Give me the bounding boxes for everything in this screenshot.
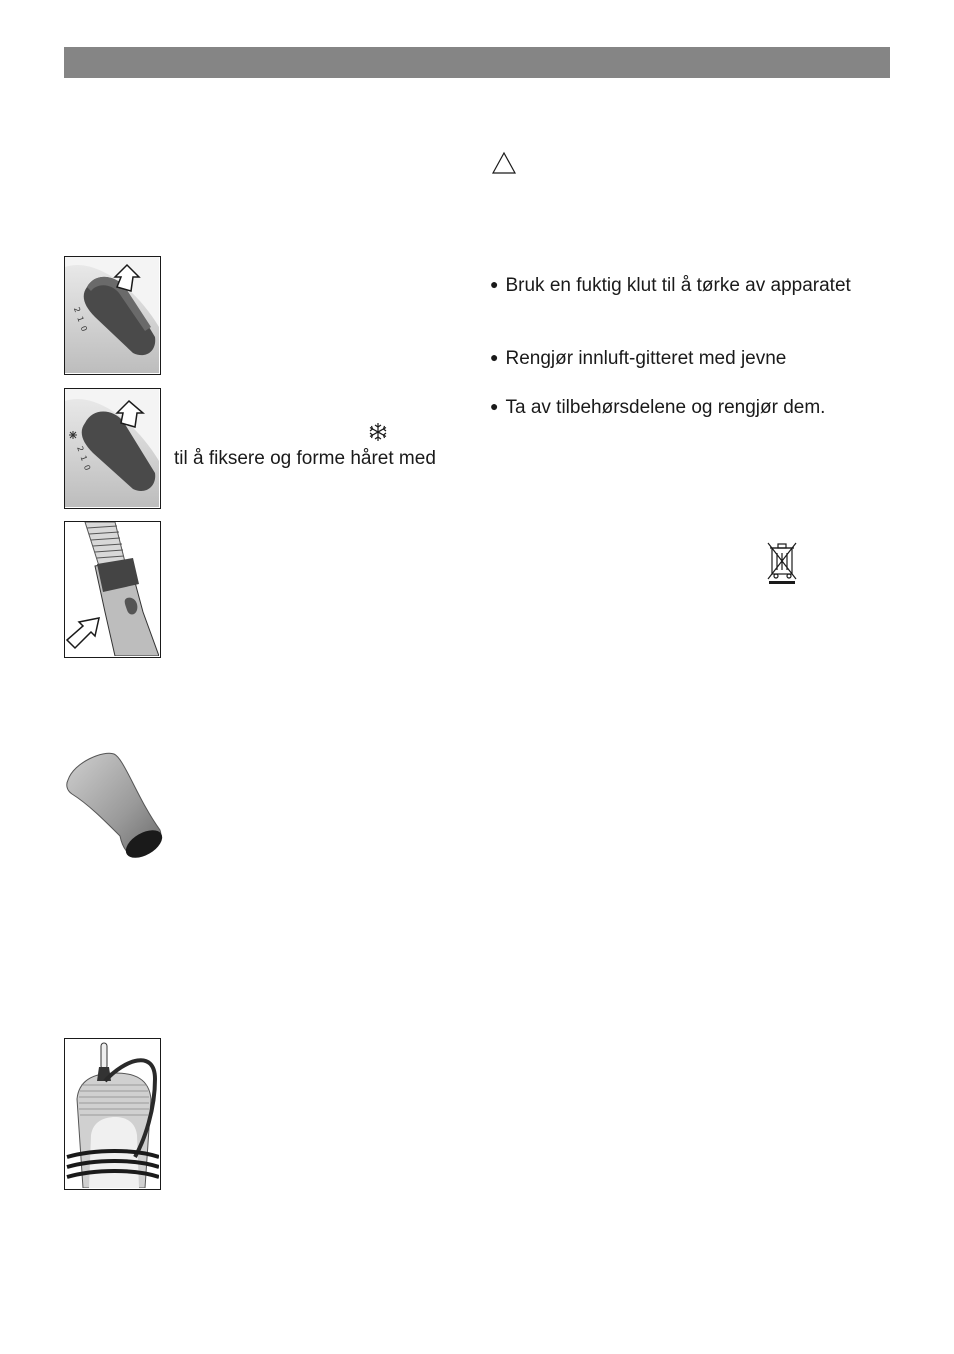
switch-figure-1 xyxy=(64,256,161,375)
bullet-dot: ● xyxy=(490,398,499,414)
switch-figure-2 xyxy=(64,388,161,509)
svg-text:2: 2 xyxy=(75,444,86,453)
snowflake-icon xyxy=(368,422,388,442)
switch-label-1: 1 xyxy=(75,315,86,324)
cool-shot-caption: til å fiksere og forme håret med xyxy=(174,448,436,469)
svg-text:1: 1 xyxy=(78,454,89,463)
bullet-item-clean-attachments: ● Ta av tilbehørsdelene og rengjør dem. xyxy=(490,397,826,418)
switch-label-2: 2 xyxy=(71,305,83,314)
bullet-item-clean-grille: ● Rengjør innluft-gitteret med jevne xyxy=(490,348,787,369)
svg-text:0: 0 xyxy=(81,463,93,472)
concentrator-nozzle-figure xyxy=(64,750,168,858)
crossed-bin-icon xyxy=(765,540,799,584)
header-bar xyxy=(64,47,890,78)
bullet-item-clean-cloth: ● Bruk en fuktig klut til å tørke av apparatet xyxy=(490,275,851,296)
cord-storage-figure xyxy=(64,1038,161,1190)
snowflake-icon xyxy=(69,431,77,439)
switch-label-0: 0 xyxy=(78,324,89,333)
attachment-release-figure xyxy=(64,521,161,658)
bullet-dot: ● xyxy=(490,349,499,365)
warning-triangle-icon xyxy=(491,151,517,175)
bullet-dot: ● xyxy=(490,276,499,292)
